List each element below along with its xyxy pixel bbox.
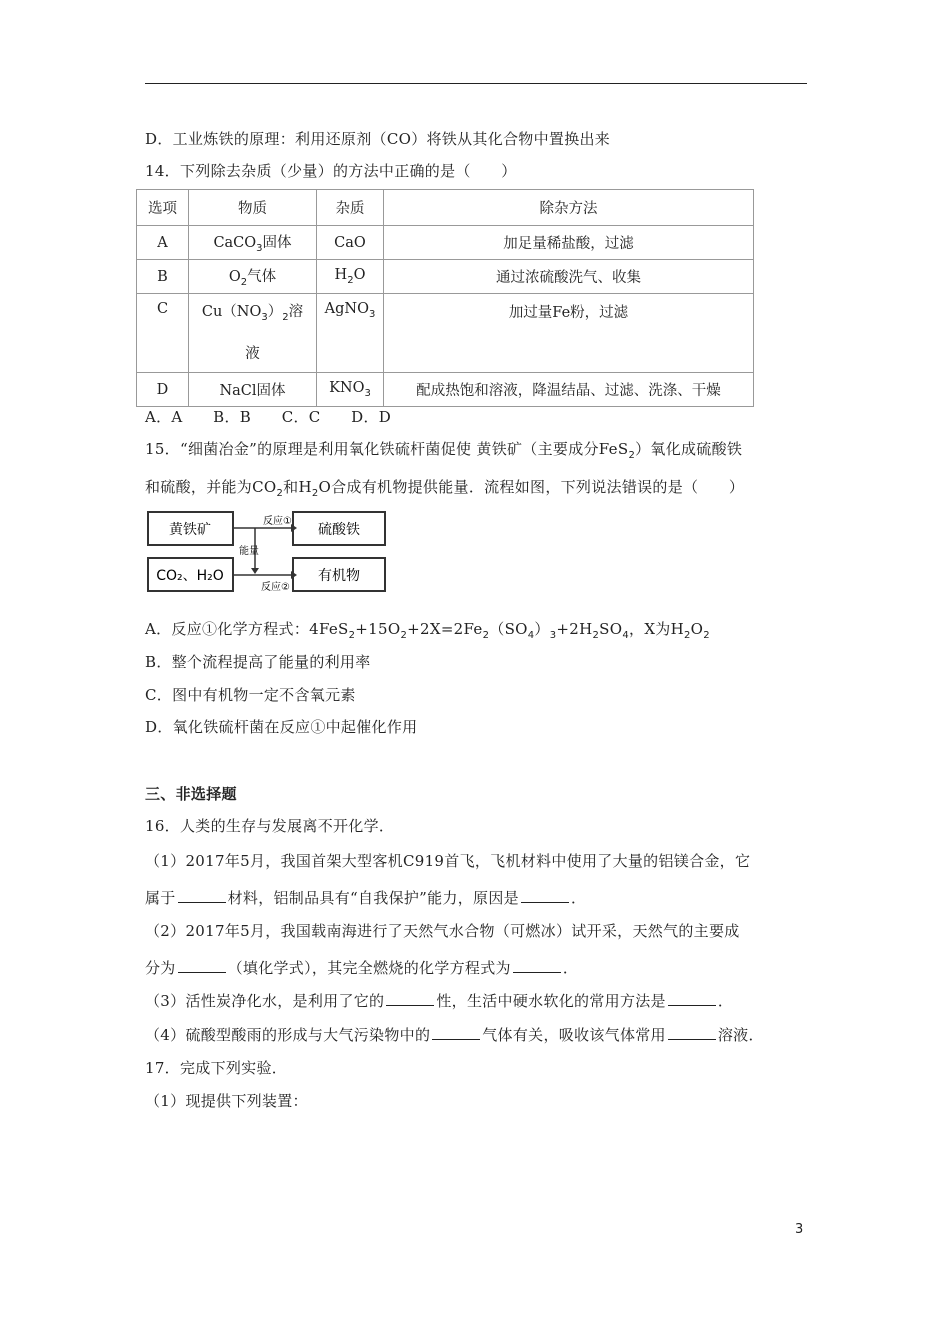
q15-option-a: A．反应①化学方程式：$4FeS_2+15O_2+2X=2Fe_2(SO_4)_3+2H_2SO_4$，X为$H_2O_2$ — [145, 620, 710, 641]
label-reaction2: 反应② — [261, 582, 290, 593]
q15-line1: 15．“细菌冶金”的原理是利用氧化铁硫杆菌促使 黄铁矿（主要成分FeS$_2$）氧化成硫酸铁 — [145, 440, 743, 461]
table-row — [137, 260, 754, 294]
row-substance: $O_2$气体 — [189, 260, 317, 294]
row-option: B — [137, 260, 189, 294]
header-option: 选项 — [137, 190, 189, 226]
answer-blank[interactable] — [668, 993, 716, 1006]
answer-blank[interactable] — [432, 1027, 480, 1040]
label-pyrite: 黄铁矿 — [169, 522, 211, 538]
q16-part1-line1: （1）2017年5月，我国首架大型客机C919首飞，飞机材料中使用了大量的铝镁合金，它 — [145, 852, 751, 870]
table-header-row — [137, 190, 754, 226]
label-organic: 有机物 — [318, 568, 360, 584]
label-iron-sulfate: 硫酸铁 — [318, 522, 360, 538]
q15-option-b: B．整个流程提高了能量的利用率 — [145, 653, 371, 671]
row-option: C — [137, 294, 189, 373]
q14-table — [136, 189, 754, 407]
q14-stem: 14．下列除去杂质（少量）的方法中正确的是（ ） — [145, 162, 517, 180]
q13-option-d: D．工业炼铁的原理：利用还原剂（CO）将铁从其化合物中置换出来 — [145, 130, 611, 148]
row-impurity: $KNO_3$ — [317, 373, 384, 407]
page-number: 3 — [795, 1222, 804, 1237]
q16-part3: （3）活性炭净化水，是利用了它的 性，生活中硬水软化的常用方法是 ． — [145, 992, 734, 1010]
row-substance: $Cu(NO_3)_2$溶 液 — [189, 294, 317, 373]
q15-flowchart — [145, 508, 390, 596]
arrowhead-3 — [251, 568, 259, 574]
row-method: 配成热饱和溶液，降温结晶、过滤、洗涤、干燥 — [384, 373, 754, 407]
row-option: D — [137, 373, 189, 407]
table-row — [137, 226, 754, 260]
label-energy: 能量 — [239, 546, 259, 557]
q16-part1-line2: 属于 材料，铝制品具有“自我保护”能力，原因是 ． — [145, 889, 587, 907]
row-method: 通过浓硫酸洗气、收集 — [384, 260, 754, 294]
answer-blank[interactable] — [178, 960, 226, 973]
answer-blank[interactable] — [513, 960, 561, 973]
row-substance: CaCO$_3$固体 — [189, 226, 317, 260]
label-reaction1: 反应① — [263, 516, 292, 527]
q16-part2-line1: （2）2017年5月，我国载南海进行了天然气水合物（可燃冰）试开采，天然气的主要成 — [145, 922, 740, 940]
header-rule — [145, 83, 807, 84]
row-method: 加过量Fe粉，过滤 — [384, 294, 754, 373]
q17-part1: （1）现提供下列装置： — [145, 1092, 308, 1110]
row-impurity: CaO — [317, 226, 384, 260]
label-co2-h2o: CO₂、H₂O — [156, 568, 224, 584]
row-impurity: AgNO$_3$ — [317, 294, 384, 373]
row-substance: NaCl固体 — [189, 373, 317, 407]
answer-blank[interactable] — [178, 890, 226, 903]
answer-blank[interactable] — [386, 993, 434, 1006]
answer-blank[interactable] — [668, 1027, 716, 1040]
table-row — [137, 373, 754, 407]
header-method: 除杂方法 — [384, 190, 754, 226]
q15-option-d: D．氧化铁硫杆菌在反应①中起催化作用 — [145, 718, 418, 736]
q16-part4: （4）硫酸型酸雨的形成与大气污染物中的 气体有关，吸收该气体常用 溶液． — [145, 1026, 764, 1044]
row-method: 加足量稀盐酸，过滤 — [384, 226, 754, 260]
q15-line2: 和硫酸，并能为$CO_2$和$H_2O$合成有机物提供能量．流程如图，下列说法错误的是（ ） — [145, 478, 745, 499]
q15-option-c: C．图中有机物一定不含氧元素 — [145, 686, 356, 704]
answer-blank[interactable] — [521, 890, 569, 903]
header-impurity: 杂质 — [317, 190, 384, 226]
section-heading: 三、非选择题 — [145, 785, 237, 803]
q14-choices: A．A B．B C．C D．D — [145, 408, 392, 426]
q16-part2-line2: 分为 （填化学式），其完全燃烧的化学方程式为 ． — [145, 959, 579, 977]
header-substance: 物质 — [189, 190, 317, 226]
row-option: A — [137, 226, 189, 260]
table-row — [137, 294, 754, 373]
row-impurity: $H_2O$ — [317, 260, 384, 294]
q16-stem: 16．人类的生存与发展离不开化学． — [145, 817, 395, 835]
q17-stem: 17．完成下列实验． — [145, 1059, 288, 1077]
